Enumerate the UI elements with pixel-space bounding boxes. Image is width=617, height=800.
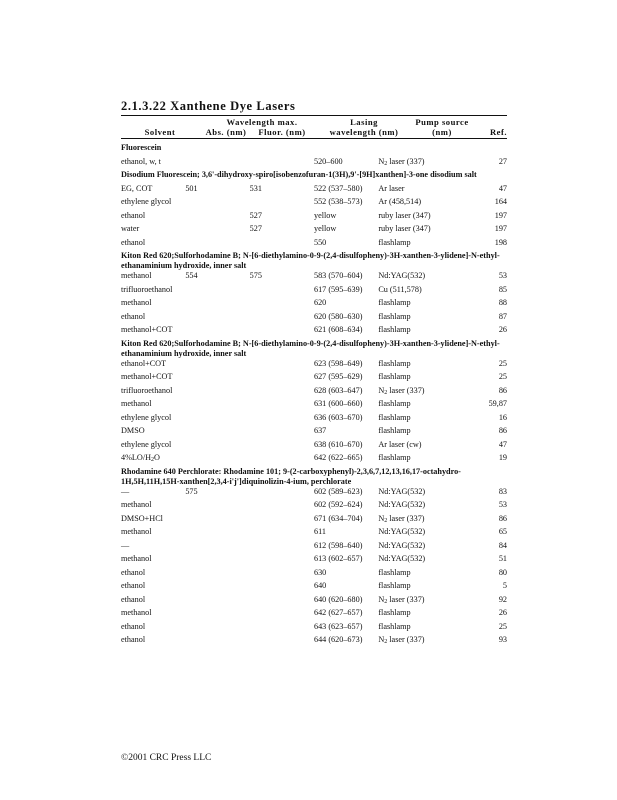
cell-abs (185, 372, 249, 386)
cell-pump: ruby laser (347) (378, 210, 431, 220)
cell-solvent: ethylene glycol (121, 439, 172, 449)
cell-pump: flashlamp (378, 567, 411, 577)
table-row (121, 568, 507, 582)
cell-abs (185, 440, 249, 454)
cell-fluor (250, 568, 314, 582)
cell-fluor (250, 622, 314, 636)
cell-solvent: methanol (121, 399, 152, 408)
top-rule (121, 115, 507, 116)
table-row (121, 622, 507, 636)
cell-fluor (250, 581, 314, 595)
cell-abs (185, 635, 249, 649)
cell-pump: flashlamp (378, 621, 411, 631)
cell-lasing: 552 (538–573) (313, 197, 363, 206)
cell-lasing: 642 (627–657) (313, 608, 363, 617)
cell-fluor (250, 325, 314, 339)
cell-ref: 65 (498, 527, 507, 536)
cell-pump: $N_2$ laser (337) (378, 513, 425, 524)
cell-ref: 86 (498, 426, 507, 435)
header-wavelength-group: Wavelength max. (226, 117, 298, 127)
cell-pump: flashlamp (378, 399, 411, 408)
cell-abs (185, 224, 249, 238)
cell-fluor (250, 527, 314, 541)
cell-solvent: ethanol (121, 635, 146, 644)
cell-lasing: 638 (610–670) (313, 439, 363, 449)
table-row (121, 285, 507, 299)
cell-abs (185, 359, 249, 373)
cell-fluor (250, 440, 314, 454)
cell-lasing: yellow (313, 224, 337, 233)
cell-ref: 83 (498, 486, 507, 496)
cell-fluor: 527 (249, 224, 262, 233)
cell-fluor (250, 312, 314, 326)
cell-abs (185, 312, 249, 326)
cell-ref: 47 (498, 439, 507, 449)
cell-lasing: 620 (580–630) (313, 311, 363, 321)
cell-pump: flashlamp (378, 311, 411, 321)
cell-lasing: 630 (313, 567, 327, 577)
cell-fluor (250, 541, 314, 555)
cell-fluor: 527 (249, 210, 262, 220)
cell-pump: Nd:YAG(532) (378, 271, 426, 280)
cell-pump: ruby laser (347) (378, 224, 431, 233)
header-pump-2: (nm) (432, 127, 452, 137)
cell-solvent: DMSO+HCl (121, 513, 163, 523)
cell-abs (185, 157, 249, 171)
table-row (121, 157, 507, 171)
cell-fluor (250, 157, 314, 171)
cell-pump: Nd:YAG(532) (378, 486, 426, 496)
cell-lasing: 550 (313, 237, 327, 247)
table-row (121, 453, 507, 467)
compound-heading: Disodium Fluorescein; 3,6'-dihydroxy-spiro[isobenzofuran-1(3H),9'-[9H]xanthen]-3-one disodium salt (121, 170, 477, 179)
cell-solvent: methanol (121, 500, 152, 509)
cell-fluor: 531 (249, 183, 262, 193)
cell-pump: Ar laser (cw) (378, 439, 422, 449)
table-row (121, 440, 507, 454)
cell-pump: $N_2$ laser (337) (378, 594, 425, 605)
cell-fluor (250, 298, 314, 312)
cell-fluor (250, 399, 314, 413)
cell-solvent: — (121, 540, 130, 550)
compound-heading: Fluorescein (121, 143, 162, 152)
table-row (121, 541, 507, 555)
cell-abs (185, 527, 249, 541)
cell-abs (185, 211, 249, 225)
cell-fluor (250, 197, 314, 211)
cell-ref: 197 (494, 210, 507, 220)
cell-solvent: methanol (121, 527, 152, 536)
header-abs: Abs. (nm) (205, 127, 247, 137)
cell-abs (185, 298, 249, 312)
cell-fluor (250, 500, 314, 514)
cell-lasing: 642 (622–665) (313, 453, 363, 462)
compound-heading-row (121, 467, 507, 487)
cell-pump: flashlamp (378, 608, 411, 617)
cell-solvent: methanol+COT (121, 325, 173, 334)
compound-heading: Kiton Red 620;Sulforhodamine B; N-[6-diethylamino-0-9-(2,4-disulfopheny)-3H-xanthen-3-ylidene]-N-ethyl-ethanaminium hydroxide, inner salt (121, 251, 500, 270)
cell-solvent: trifluoroethanol (121, 284, 173, 294)
cell-solvent: ethylene glycol (121, 197, 172, 206)
table-row (121, 487, 507, 501)
table-row (121, 211, 507, 225)
cell-abs (185, 595, 249, 609)
cell-lasing: 628 (603–647) (313, 385, 363, 395)
compound-heading-row (121, 170, 507, 184)
cell-ref: 47 (498, 183, 507, 193)
cell-solvent: ethanol (121, 621, 146, 631)
cell-pump: Nd:YAG(532) (378, 540, 426, 550)
cell-pump: Cu (511,578) (378, 284, 422, 294)
cell-ref: 85 (498, 284, 507, 294)
cell-ref: 86 (498, 385, 507, 395)
cell-solvent: ethanol (121, 237, 146, 247)
cell-abs (185, 285, 249, 299)
cell-solvent: methanol (121, 271, 152, 280)
cell-solvent: methanol+COT (121, 372, 173, 381)
cell-abs (185, 386, 249, 400)
cell-abs (185, 413, 249, 427)
copyright-footer: ©2001 CRC Press LLC (121, 753, 212, 763)
cell-pump: flashlamp (378, 325, 411, 334)
cell-fluor (250, 359, 314, 373)
cell-lasing: 522 (537–580) (313, 183, 363, 193)
table-row (121, 635, 507, 649)
cell-abs (185, 325, 249, 339)
cell-ref: 26 (498, 325, 507, 334)
cell-lasing: 620 (313, 298, 327, 307)
cell-abs (185, 581, 249, 595)
cell-lasing: 611 (313, 527, 326, 536)
cell-abs: 575 (185, 486, 198, 496)
header-ref: Ref. (489, 127, 507, 137)
cell-lasing: 617 (595–639) (313, 284, 363, 294)
cell-ref: 92 (498, 594, 507, 604)
cell-fluor (250, 487, 314, 501)
table-row (121, 184, 507, 198)
cell-ref: 16 (498, 412, 507, 422)
cell-abs (185, 622, 249, 636)
table-row (121, 595, 507, 609)
cell-pump: $N_2$ laser (337) (378, 635, 425, 645)
cell-solvent: ethanol+COT (121, 358, 167, 368)
table-row (121, 514, 507, 528)
cell-solvent: trifluoroethanol (121, 385, 173, 395)
cell-abs (185, 541, 249, 555)
compound-heading: Kiton Red 620;Sulforhodamine B; N-[6-diethylamino-0-9-(2,4-disulfopheny)-3H-xanthen-3-ylidene]-N-ethyl-ethanaminium hydroxide, inner salt (121, 338, 500, 358)
cell-pump: flashlamp (378, 237, 411, 247)
header-rule (121, 138, 507, 139)
cell-fluor (250, 372, 314, 386)
cell-abs: 501 (185, 183, 198, 193)
cell-lasing: 671 (634–704) (313, 513, 363, 523)
cell-ref: 53 (498, 271, 507, 280)
cell-pump: flashlamp (378, 453, 411, 462)
header-fluor: Fluor. (nm) (258, 127, 306, 137)
compound-heading-row (121, 251, 507, 271)
cell-pump: $N_2$ laser (337) (378, 156, 425, 167)
cell-abs (185, 197, 249, 211)
table-row (121, 224, 507, 238)
cell-solvent: EG, COT (121, 183, 153, 193)
cell-pump: flashlamp (378, 298, 411, 307)
cell-lasing: 631 (600–660) (313, 399, 363, 408)
cell-fluor (250, 285, 314, 299)
cell-lasing: 640 (620–680) (313, 594, 363, 604)
dye-laser-table (121, 143, 507, 649)
cell-ref: 87 (498, 311, 507, 321)
cell-pump: Nd:YAG(532) (378, 500, 426, 509)
table-row (121, 372, 507, 386)
cell-lasing: 583 (570–604) (313, 271, 363, 280)
table-row (121, 426, 507, 440)
cell-lasing: 520–600 (313, 156, 343, 166)
cell-solvent: methanol (121, 298, 152, 307)
cell-pump: Nd:YAG(532) (378, 527, 426, 536)
cell-solvent: ethanol (121, 581, 146, 590)
table-row (121, 581, 507, 595)
cell-solvent: ethanol (121, 311, 146, 321)
cell-abs (185, 568, 249, 582)
cell-solvent: $4\%LO/H_2O$ (121, 453, 160, 463)
cell-ref: 88 (498, 298, 507, 307)
cell-ref: 80 (498, 567, 507, 577)
cell-fluor (250, 238, 314, 252)
cell-solvent: water (121, 224, 140, 233)
table-row (121, 413, 507, 427)
cell-ref: 198 (494, 237, 507, 247)
table-row (121, 298, 507, 312)
table-row (121, 608, 507, 622)
cell-pump: flashlamp (378, 426, 411, 435)
header-lasing-2: wavelength (nm) (329, 127, 399, 137)
table-row (121, 359, 507, 373)
table-row (121, 312, 507, 326)
cell-solvent: ethanol, w, t (121, 156, 161, 166)
cell-ref: 84 (498, 540, 507, 550)
cell-ref: 51 (498, 554, 507, 563)
cell-lasing: 602 (592–624) (313, 500, 363, 509)
cell-lasing: 637 (313, 426, 327, 435)
cell-solvent: ethanol (121, 594, 146, 604)
cell-ref: 19 (498, 453, 507, 462)
header-lasing-1: Lasing (350, 117, 378, 127)
compound-heading: Rhodamine 640 Perchlorate: Rhodamine 101; 9-(2-carboxyphenyl)-2,3,6,7,12,13,16,17-octahydro-1H,5H,11H,15H-xanthen[2,3,4-i'j']diquinolizin-4-ium, perchlorate (121, 466, 461, 486)
cell-abs (185, 238, 249, 252)
cell-fluor (250, 595, 314, 609)
cell-ref: 25 (498, 621, 507, 631)
cell-fluor (250, 386, 314, 400)
cell-fluor: 575 (249, 271, 262, 280)
cell-ref: 27 (498, 156, 507, 166)
cell-solvent: DMSO (121, 426, 145, 435)
cell-lasing: 640 (313, 581, 327, 590)
table-row (121, 399, 507, 413)
cell-ref: 197 (494, 224, 507, 233)
cell-ref: 53 (498, 500, 507, 509)
cell-lasing: 623 (598–649) (313, 358, 363, 368)
cell-lasing: 613 (602–657) (313, 554, 363, 563)
cell-fluor (250, 608, 314, 622)
cell-lasing: 621 (608–634) (313, 325, 363, 334)
cell-pump: Ar (458,514) (378, 197, 422, 206)
cell-abs (185, 500, 249, 514)
cell-pump: Nd:YAG(532) (378, 554, 426, 563)
cell-ref: 5 (502, 581, 507, 590)
cell-lasing: 643 (623–657) (313, 621, 363, 631)
cell-abs: 554 (185, 271, 198, 280)
cell-pump: flashlamp (378, 412, 411, 422)
cell-lasing: 644 (620–673) (313, 635, 363, 644)
header-pump-1: Pump source (415, 117, 469, 127)
table-row (121, 500, 507, 514)
cell-abs (185, 514, 249, 528)
cell-lasing: 627 (595–629) (313, 372, 363, 381)
cell-pump: $N_2$ laser (337) (378, 385, 425, 396)
table-row (121, 554, 507, 568)
compound-heading-row (121, 143, 507, 157)
cell-fluor (250, 514, 314, 528)
cell-lasing: 602 (589–623) (313, 486, 363, 496)
cell-solvent: methanol (121, 554, 152, 563)
table-row (121, 325, 507, 339)
cell-abs (185, 426, 249, 440)
cell-solvent: — (121, 486, 130, 496)
table-row (121, 238, 507, 252)
cell-abs (185, 453, 249, 467)
cell-pump: Ar laser (378, 183, 405, 193)
cell-ref: 25 (498, 358, 507, 368)
cell-ref: 164 (494, 197, 507, 206)
table-row (121, 527, 507, 541)
cell-fluor (250, 413, 314, 427)
table-row (121, 271, 507, 285)
cell-ref: 93 (498, 635, 507, 644)
cell-lasing: yellow (313, 210, 337, 220)
table-row (121, 386, 507, 400)
section-title: 2.1.3.22 Xanthene Dye Lasers (121, 99, 296, 113)
cell-solvent: ethylene glycol (121, 412, 172, 422)
cell-abs (185, 399, 249, 413)
cell-ref: 25 (498, 372, 507, 381)
cell-fluor (250, 453, 314, 467)
cell-abs (185, 554, 249, 568)
cell-ref: 26 (498, 608, 507, 617)
cell-abs (185, 608, 249, 622)
compound-heading-row (121, 339, 507, 359)
cell-fluor (250, 635, 314, 649)
cell-solvent: ethanol (121, 567, 146, 577)
header-solvent: Solvent (144, 127, 176, 137)
cell-solvent: ethanol (121, 210, 146, 220)
table-row (121, 197, 507, 211)
cell-fluor (250, 426, 314, 440)
cell-fluor (250, 554, 314, 568)
cell-pump: flashlamp (378, 372, 411, 381)
cell-lasing: 636 (603–670) (313, 412, 363, 422)
cell-ref: 86 (498, 513, 507, 523)
cell-solvent: methanol (121, 608, 152, 617)
cell-pump: flashlamp (378, 358, 411, 368)
cell-pump: flashlamp (378, 581, 411, 590)
cell-ref: 59,87 (488, 399, 507, 408)
cell-lasing: 612 (598–640) (313, 540, 363, 550)
